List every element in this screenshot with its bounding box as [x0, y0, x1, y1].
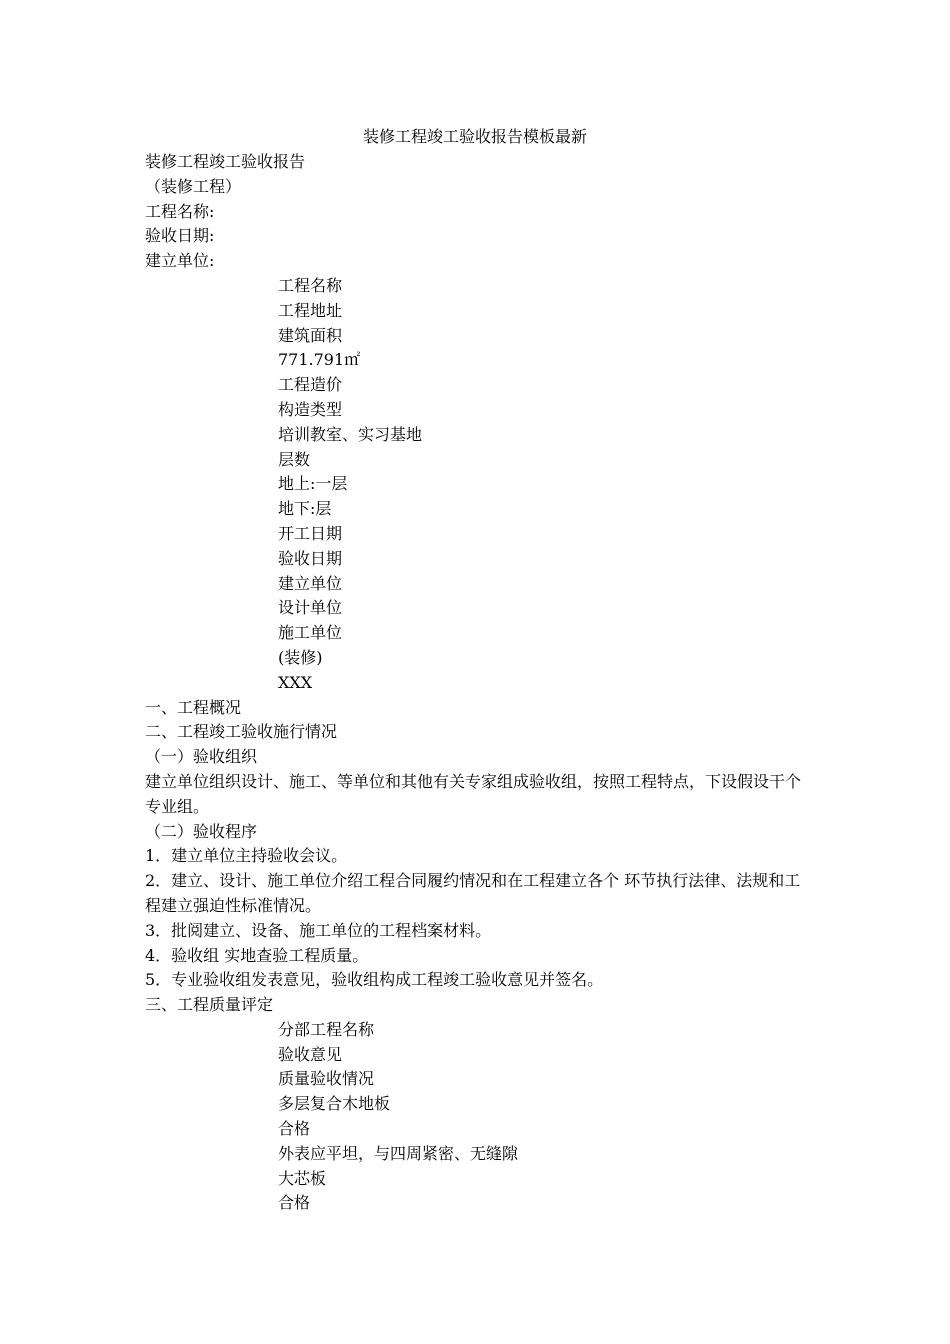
procedure-steps: [145, 844, 810, 993]
project-name-label: 工程名称:: [145, 201, 215, 221]
cover-subheading: （装修工程）: [145, 176, 242, 196]
info-table-cell: 建筑面积: [278, 325, 343, 345]
quality-table-cell: 大芯板: [278, 1168, 327, 1188]
info-table-cell: 培训教室、实习基地: [278, 424, 423, 444]
info-table-cell: 设计单位: [278, 598, 343, 618]
section-heading-quality: 三、工程质量评定: [145, 995, 274, 1015]
quality-table-cell: 验收意见: [278, 1044, 343, 1064]
quality-table-cell: 外表应平坦，与四周紧密、无缝隙: [278, 1143, 519, 1163]
section-heading-overview: 一、工程概况: [145, 697, 242, 717]
info-table-cell: 工程造价: [278, 375, 343, 395]
info-table-cell: 工程名称: [278, 275, 343, 295]
info-table-cell: 建立单位: [278, 573, 343, 593]
organization-paragraph: 建立单位组织设计、施工、等单位和其他有关专家组成验收组，按照工程特点，下设假设干个专业组。: [145, 771, 802, 816]
info-table-cell: 771.791㎡: [278, 350, 361, 370]
info-table-cell: 层数: [278, 449, 311, 469]
info-table-cell: 验收日期: [278, 548, 343, 568]
cover-heading: 装修工程竣工验收报告: [145, 152, 306, 171]
procedure-step: 3．批阅建立、设备、施工单位的工程档案材料。: [145, 920, 492, 940]
info-table-cell: (装修): [278, 647, 323, 667]
info-table-cell: 构造类型: [278, 399, 343, 419]
procedure-step: 1．建立单位主持验收会议。: [145, 846, 348, 866]
info-table: [145, 274, 810, 696]
info-table-cell: 地上:一层: [278, 474, 348, 494]
quality-table-cell: 多层复合木地板: [278, 1094, 391, 1114]
document-body: [145, 150, 810, 1216]
info-table-cell: 施工单位: [278, 623, 343, 643]
document-title: 装修工程竣工验收报告模板最新: [362, 127, 587, 146]
procedure-step: 4．验收组 实地查验工程质量。: [145, 945, 369, 965]
info-table-cell: 开工日期: [278, 523, 343, 543]
procedure-step: 2．建立、设计、施工单位介绍工程合同履约情况和在工程建立各个 环节执行法律、法规和工程建立强迫性标准情况。: [145, 871, 801, 915]
quality-table-cell: 质量验收情况: [278, 1069, 375, 1089]
procedure-step: 5．专业验收组发表意见，验收组构成工程竣工验收意见并签名。: [145, 970, 604, 990]
info-table-cell: 工程地址: [278, 300, 343, 320]
quality-table-cell: 分部工程名称: [278, 1019, 375, 1039]
quality-table-cell: 合格: [278, 1193, 311, 1213]
builder-label: 建立单位:: [145, 251, 215, 271]
quality-table: [145, 1018, 810, 1216]
subsection-heading-procedure: （二）验收程序: [145, 821, 258, 841]
acceptance-date-label: 验收日期:: [145, 226, 215, 246]
section-heading-implementation: 二、工程竣工验收施行情况: [145, 722, 338, 742]
quality-table-cell: 合格: [278, 1119, 311, 1139]
info-table-cell: XXX: [278, 672, 313, 692]
info-table-cell: 地下:层: [278, 499, 332, 519]
subsection-heading-organization: （一）验收组织: [145, 747, 258, 767]
